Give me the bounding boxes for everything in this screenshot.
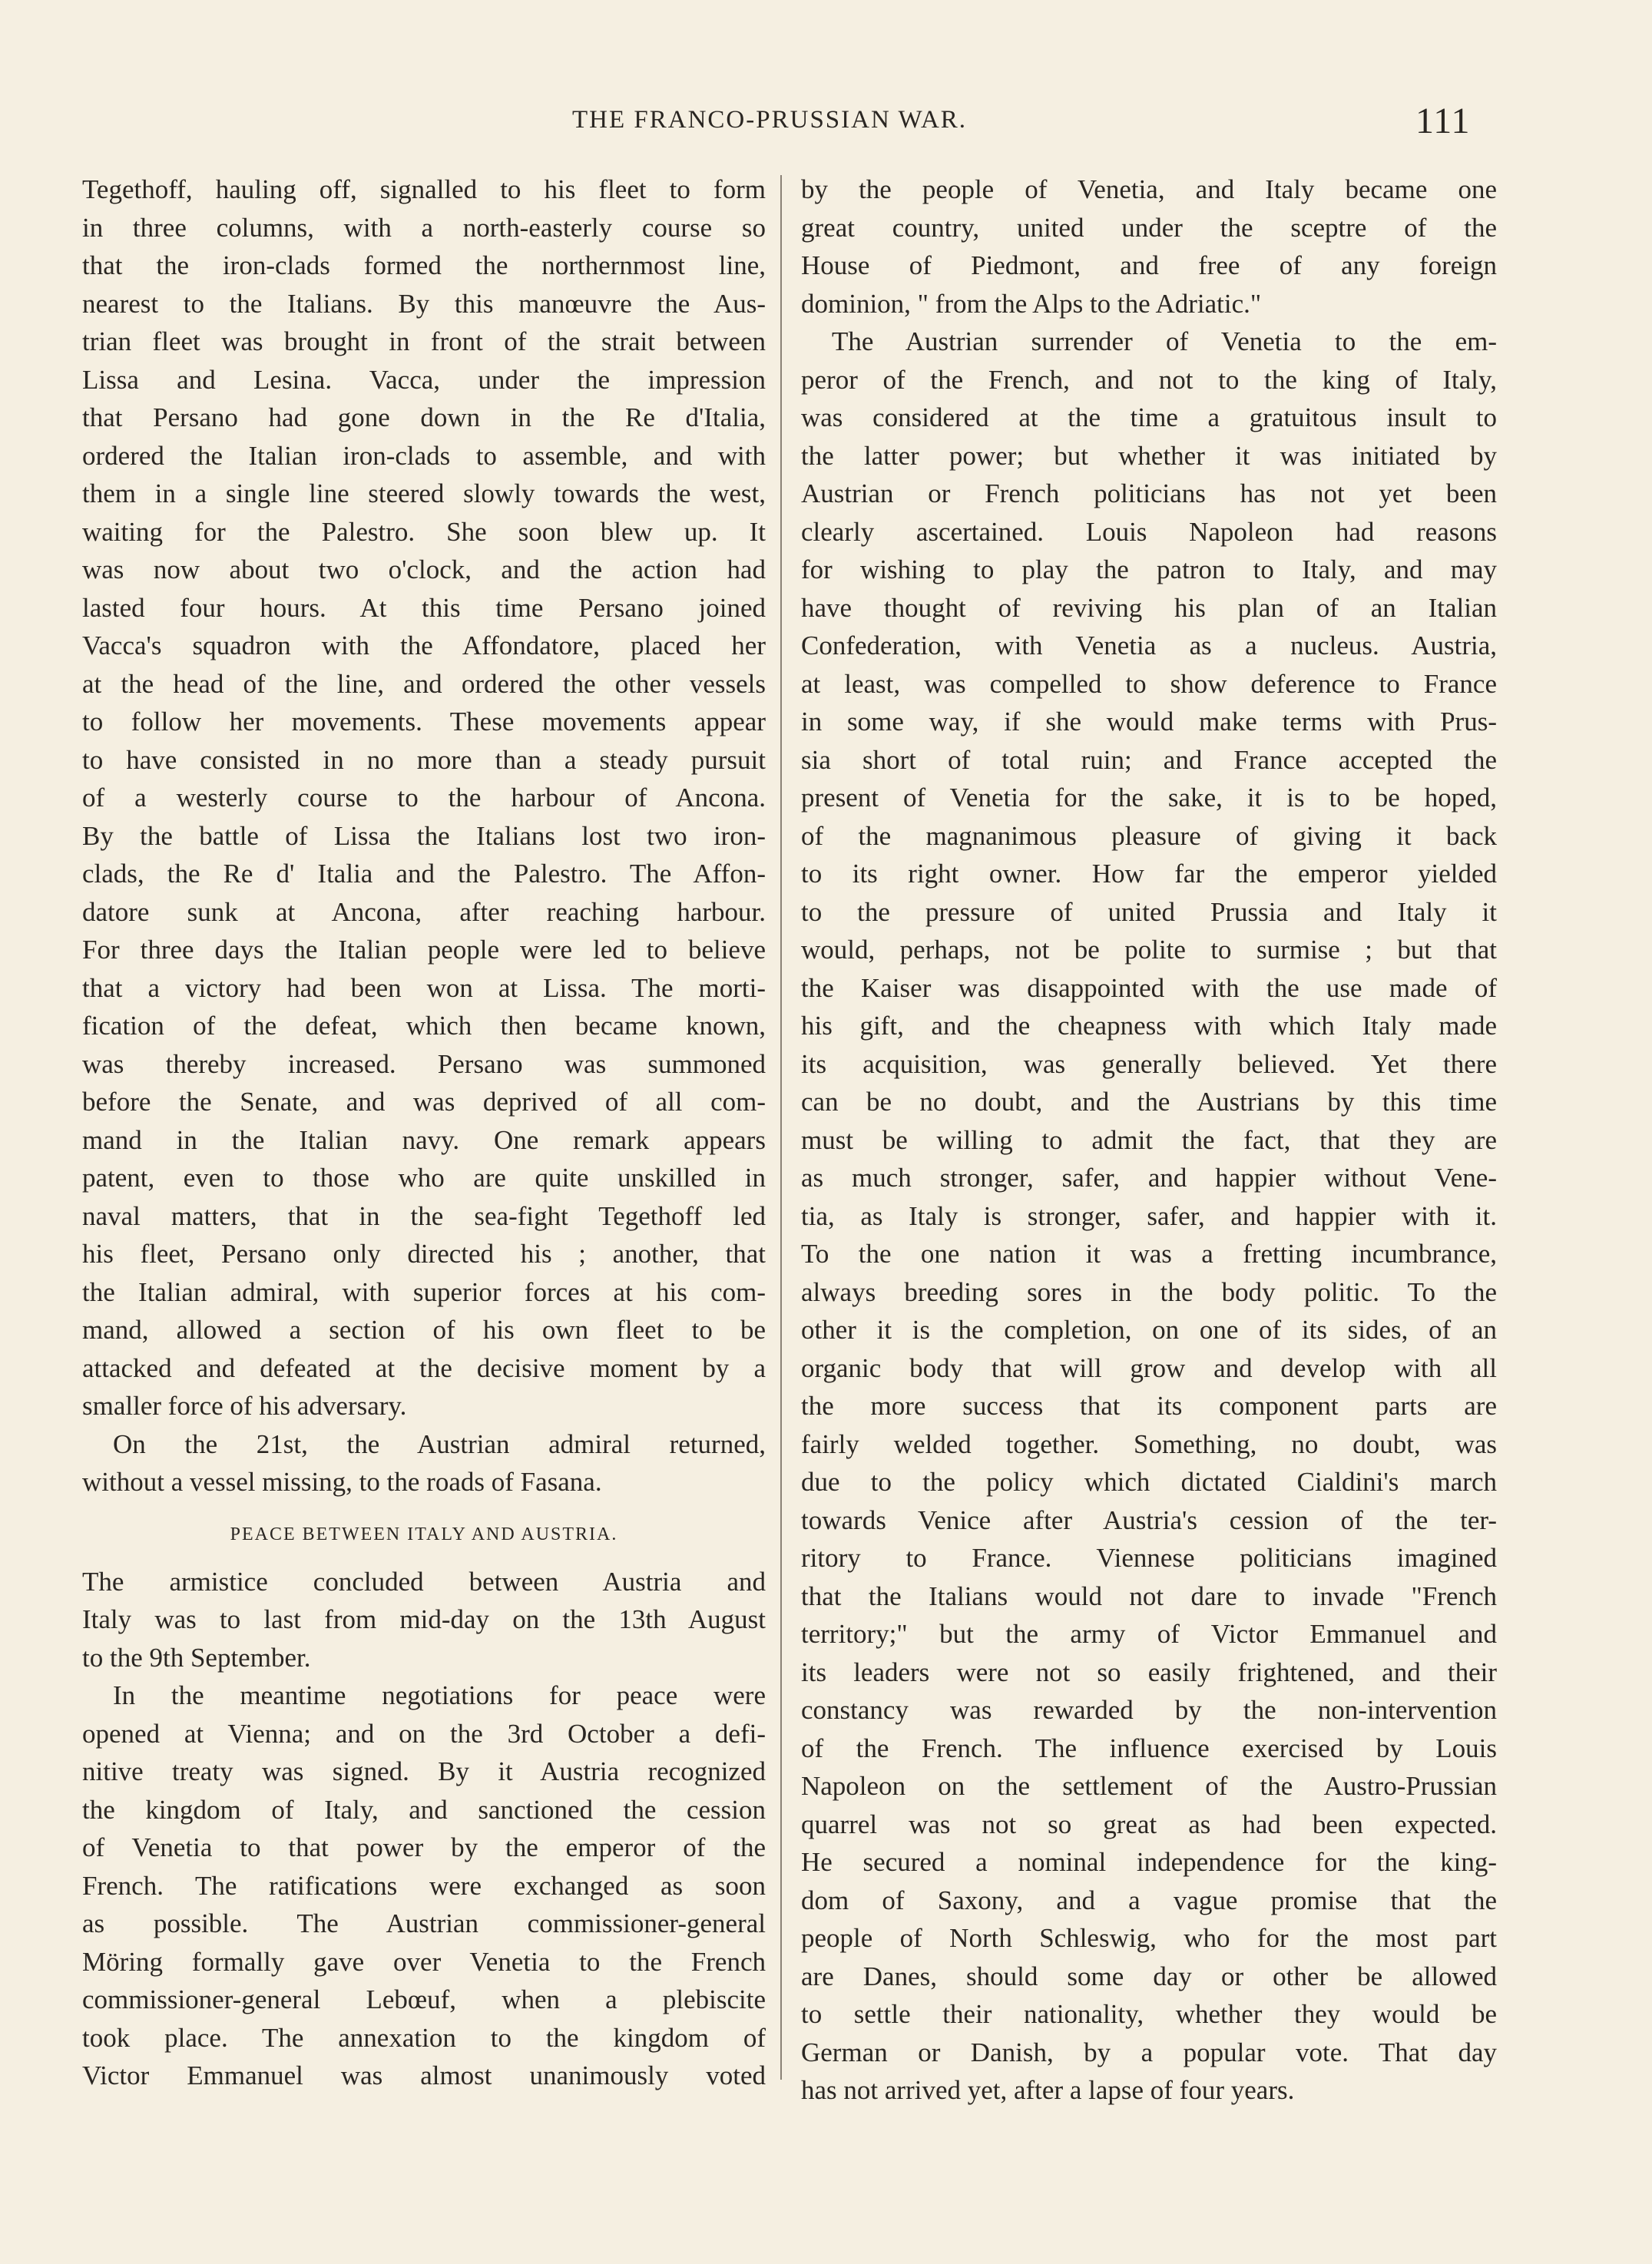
text-line: of Venetia to that power by the emperor of the	[82, 1832, 766, 1862]
running-title: THE FRANCO-PRUSSIAN WAR.	[572, 106, 968, 134]
text-line: In the meantime negotiations for peace were	[113, 1680, 766, 1710]
paragraph	[82, 1425, 766, 1501]
column-divider	[780, 175, 782, 2080]
text-line: attacked and defeated at the decisive moment by a	[82, 1352, 766, 1383]
text-line: at least, was compelled to show deference to France	[801, 668, 1497, 699]
text-line: organic body that will grow and develop with all	[801, 1352, 1497, 1383]
text-line: House of Piedmont, and free of any foreign	[801, 250, 1497, 280]
text-line: to follow her movements. These movements appear	[82, 707, 766, 736]
text-line: constancy was rewarded by the non-intervention	[801, 1695, 1497, 1725]
text-line: always breeding sores in the body politic. To the	[801, 1276, 1497, 1307]
text-line: datore sunk at Ancona, after reaching harbour.	[82, 896, 766, 927]
text-line: that a victory had been won at Lissa. The morti-	[82, 972, 766, 1003]
text-line: would, perhaps, not be polite to surmise ; but that	[801, 935, 1497, 965]
text-line: took place. The annexation to the kingdom of	[82, 2022, 766, 2053]
text-line: the kingdom of Italy, and sanctioned the cession	[82, 1794, 766, 1825]
text-line: of the French. The influence exercised by Louis	[801, 1733, 1497, 1763]
text-line: the more success that its component parts are	[801, 1391, 1497, 1421]
text-line: territory;" but the army of Victor Emmanuel and	[801, 1619, 1497, 1649]
text-line: was considered at the time a gratuitous insult to	[801, 402, 1497, 432]
text-line: On the 21st, the Austrian admiral returned,	[113, 1428, 766, 1459]
text-line: French. The ratifications were exchanged as soon	[82, 1870, 766, 1901]
text-line: at the head of the line, and ordered the other vessels	[82, 668, 766, 699]
text-line: the Italian admiral, with superior forces at his com-	[82, 1276, 766, 1307]
section-heading: PEACE BETWEEN ITALY AND AUSTRIA.	[230, 1524, 618, 1544]
text-line: its leaders were not so easily frightened, and their	[801, 1657, 1497, 1687]
text-line: German or Danish, by a popular vote. That day	[801, 2037, 1497, 2067]
text-line: of a westerly course to the harbour of Ancona.	[82, 783, 766, 813]
text-line: trian fleet was brought in front of the strait between	[82, 326, 766, 356]
text-line: mand, allowed a section of his own fleet to be	[82, 1315, 766, 1345]
text-line: tia, as Italy is stronger, safer, and happier with it.	[801, 1200, 1497, 1231]
text-line: To the one nation it was a fretting incumbrance,	[801, 1239, 1497, 1269]
text-line: dom of Saxony, and a vague promise that the	[801, 1885, 1497, 1915]
text-line: was thereby increased. Persano was summoned	[82, 1048, 766, 1079]
text-line: to the pressure of united Prussia and Italy it	[801, 896, 1497, 927]
text-line: due to the policy which dictated Cialdini's march	[801, 1467, 1497, 1497]
text-line: was now about two o'clock, and the action had	[82, 554, 766, 584]
text-line: Vacca's squadron with the Affondatore, placed her	[82, 631, 766, 660]
page-number: 111	[1415, 101, 1471, 141]
text-line: towards Venice after Austria's cession of the ter-	[801, 1504, 1497, 1535]
text-line: commissioner-general Lebœuf, when a plebiscite	[82, 1984, 766, 2014]
text-line: fairly welded together. Something, no doubt, was	[801, 1428, 1497, 1459]
text-line: Austrian or French politicians has not yet been	[801, 478, 1497, 508]
text-line: before the Senate, and was deprived of all com-	[82, 1087, 766, 1117]
text-line: For three days the Italian people were led to believe	[82, 935, 766, 965]
text-line: sia short of total ruin; and France accepted the	[801, 744, 1497, 775]
text-line: clearly ascertained. Louis Napoleon had reasons	[801, 516, 1497, 547]
paragraph	[801, 170, 1497, 323]
text-line: them in a single line steered slowly towards the west,	[82, 478, 766, 508]
text-line: waiting for the Palestro. She soon blew up. It	[82, 516, 766, 547]
text-line: have thought of reviving his plan of an Italian	[801, 592, 1497, 623]
text-line: the latter power; but whether it was initiated by	[801, 440, 1497, 471]
text-line: can be no doubt, and the Austrians by this time	[801, 1087, 1497, 1117]
paragraph	[82, 170, 766, 1425]
text-line: its acquisition, was generally believed. Yet there	[801, 1048, 1497, 1079]
paragraph	[82, 1563, 766, 1677]
text-line: He secured a nominal independence for the king-	[801, 1847, 1497, 1877]
text-line: clads, the Re d' Italia and the Palestro. The Affon-	[82, 859, 766, 889]
text-line: quarrel was not so great as had been expected.	[801, 1809, 1497, 1839]
text-line: without a vessel missing, to the roads of Fasana.	[82, 1467, 602, 1497]
text-line: Italy was to last from mid-day on the 13th August	[82, 1604, 766, 1634]
text-line: Möring formally gave over Venetia to the French	[82, 1946, 766, 1977]
text-line: present of Venetia for the sake, it is to be hoped,	[801, 783, 1497, 813]
text-line: Napoleon on the settlement of the Austro-Prussian	[801, 1771, 1497, 1801]
text-line: Tegethoff, hauling off, signalled to his fleet to form	[82, 174, 766, 204]
text-line: as much stronger, safer, and happier without Vene-	[801, 1163, 1497, 1193]
text-line: the Kaiser was disappointed with the use made of	[801, 972, 1497, 1003]
text-line: his gift, and the cheapness with which Italy made	[801, 1011, 1497, 1041]
text-line: nearest to the Italians. By this manœuvre the Aus-	[82, 288, 766, 319]
text-line: to its right owner. How far the emperor yielded	[801, 859, 1497, 889]
text-line: nitive treaty was signed. By it Austria recognized	[82, 1756, 766, 1786]
text-line: naval matters, that in the sea-fight Tegethoff led	[82, 1200, 766, 1231]
text-line: in three columns, with a north-easterly course so	[82, 212, 766, 243]
text-line: opened at Vienna; and on the 3rd October a defi-	[82, 1718, 766, 1749]
text-line: that the Italians would not dare to invade "French	[801, 1580, 1497, 1611]
text-line: By the battle of Lissa the Italians lost two iron-	[82, 820, 766, 851]
text-line: The armistice concluded between Austria and	[82, 1566, 766, 1597]
text-line: other it is the completion, on one of its sides, of an	[801, 1315, 1497, 1345]
text-line: by the people of Venetia, and Italy became one	[801, 174, 1497, 204]
left-column	[82, 170, 766, 2095]
text-line: to settle their nationality, whether they would be	[801, 1999, 1497, 2029]
text-line: to have consisted in no more than a steady pursuit	[82, 744, 766, 775]
text-line: smaller force of his adversary.	[82, 1391, 407, 1421]
text-line: ritory to France. Viennese politicians imagined	[801, 1543, 1497, 1573]
text-line: that the iron-clads formed the northernmost line,	[82, 250, 766, 280]
text-line: patent, even to those who are quite unskilled in	[82, 1163, 766, 1193]
text-line: ordered the Italian iron-clads to assemble, and with	[82, 440, 766, 471]
text-line: of the magnanimous pleasure of giving it back	[801, 820, 1497, 851]
text-line: The Austrian surrender of Venetia to the em-	[832, 326, 1497, 356]
text-line: Victor Emmanuel was almost unanimously voted	[82, 2060, 766, 2090]
text-line: lasted four hours. At this time Persano joined	[82, 592, 766, 623]
text-line: great country, united under the sceptre of the	[801, 212, 1497, 243]
text-line: dominion, " from the Alps to the Adriatic."	[801, 288, 1262, 319]
text-line: must be willing to admit the fact, that they are	[801, 1124, 1497, 1155]
paragraph	[82, 1676, 766, 2095]
text-line: fication of the defeat, which then became known,	[82, 1011, 766, 1041]
text-line: as possible. The Austrian commissioner-general	[82, 1908, 766, 1938]
text-line: Lissa and Lesina. Vacca, under the impression	[82, 364, 766, 395]
right-column	[801, 170, 1497, 2110]
text-line: to the 9th September.	[82, 1642, 311, 1673]
text-line: in some way, if she would make terms with Prus-	[801, 707, 1497, 736]
text-line: are Danes, should some day or other be allowed	[801, 1961, 1497, 1991]
text-line: people of North Schleswig, who for the most part	[801, 1923, 1497, 1953]
text-line: his fleet, Persano only directed his ; another, that	[82, 1239, 766, 1269]
text-line: Confederation, with Venetia as a nucleus. Austria,	[801, 631, 1497, 660]
text-line: peror of the French, and not to the king of Italy,	[801, 364, 1497, 395]
text-line: for wishing to play the patron to Italy, and may	[801, 554, 1497, 584]
text-line: has not arrived yet, after a lapse of four years.	[801, 2075, 1295, 2105]
text-line: that Persano had gone down in the Re d'Italia,	[82, 402, 766, 432]
text-line: mand in the Italian navy. One remark appears	[82, 1124, 766, 1155]
paragraph	[801, 323, 1497, 2110]
